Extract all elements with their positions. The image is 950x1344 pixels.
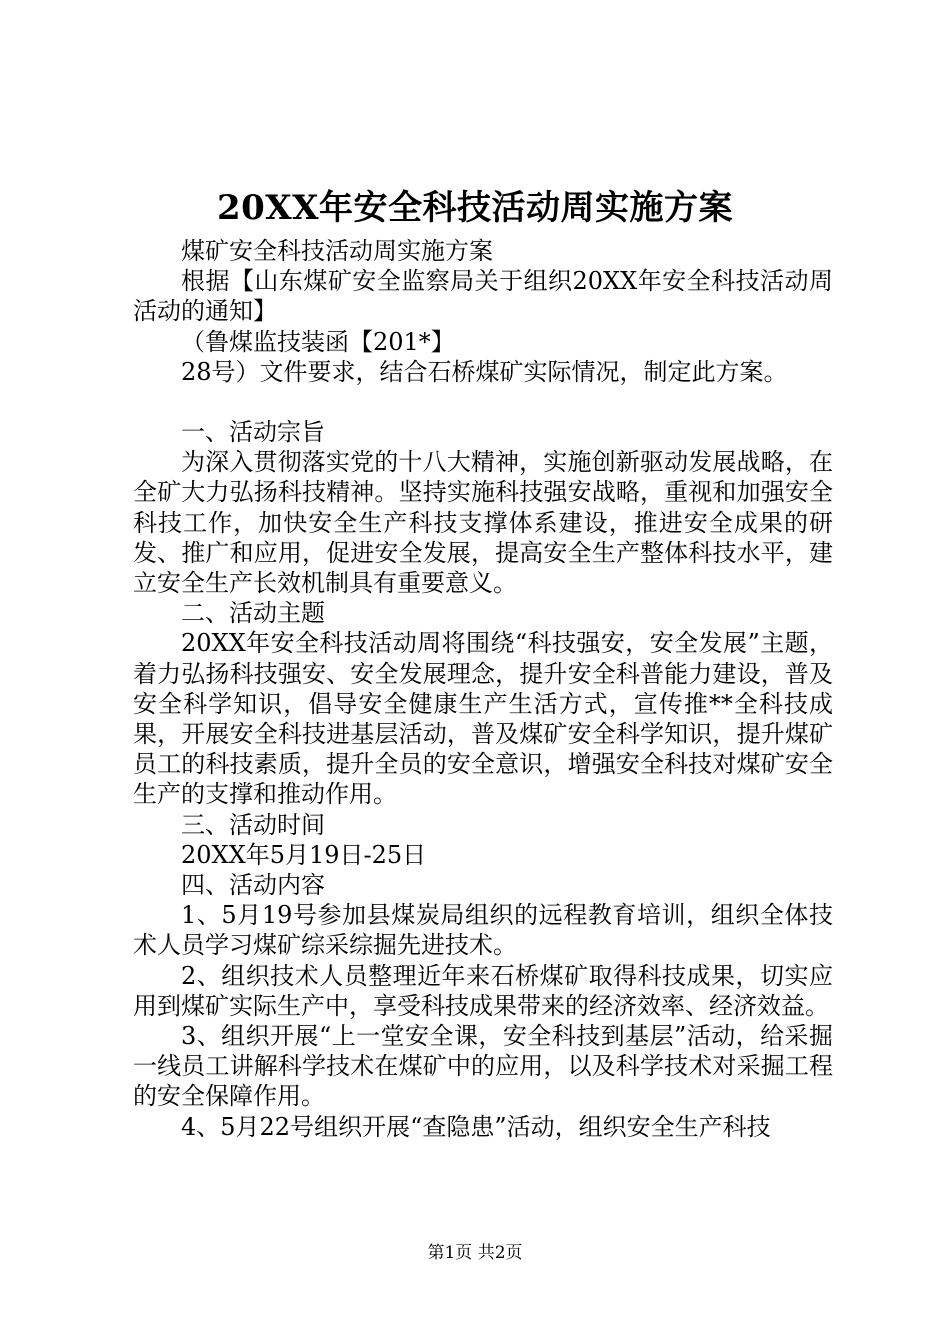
list-item-content-2: 2、组织技术人员整理近年来石桥煤矿取得科技成果，切实应用到煤矿实际生产中，享受科技成果带来的经济效率、经济效益。 — [133, 961, 833, 1020]
paragraph-purpose: 为深入贯彻落实党的十八大精神，实施创新驱动发展战略，在全矿大力弘扬科技精神。坚持实施科技强安战略，重视和加强安全科技工作，加快安全生产科技支撑体系建设，推进安全成果的研发、推广和应用，促进安全发展，提高安全生产整体科技水平，建立安全生产长效机制具有重要意义。 — [133, 448, 833, 598]
document-title: 20XX年安全科技活动周实施方案 — [216, 188, 734, 228]
paragraph-theme: 20XX年安全科技活动周将围绕“科技强安，安全发展”主题，着力弘扬科技强安、安全发展理念，提升安全科普能力建设，普及安全科学知识，倡导安全健康生产生活方式，宣传推**全科技成果，开展安全科技进基层活动，普及煤矿安全科学知识，提升煤矿员工的科技素质，提升全员的安全意识，增强安全科技对煤矿安全生产的支撑和推动作用。 — [133, 629, 833, 809]
section-heading-purpose: 一、活动宗旨 — [181, 418, 325, 447]
list-item-content-3: 3、组织开展“上一堂安全课，安全科技到基层”活动，给采掘一线员工讲解科学技术在煤矿中的应用，以及科学技术对采掘工程的安全保障作用。 — [133, 1022, 833, 1111]
section-heading-theme: 二、活动主题 — [181, 599, 325, 628]
paragraph-document-number: （鲁煤监技装函【201*】 — [181, 327, 455, 356]
paragraph-time: 20XX年5月19日-25日 — [181, 840, 427, 869]
list-item-content-1: 1、5月19号参加县煤炭局组织的远程教育培训，组织全体技术人员学习煤矿综采综掘先进技术。 — [133, 901, 833, 960]
page-number-footer: 第1页 共2页 — [427, 1243, 523, 1263]
paragraph-requirement: 28号）文件要求，结合石桥煤矿实际情况，制定此方案。 — [181, 357, 788, 386]
section-heading-content: 四、活动内容 — [181, 871, 325, 900]
paragraph-basis: 根据【山东煤矿安全监察局关于组织20XX年安全科技活动周活动的通知】 — [133, 267, 833, 326]
document-body — [133, 236, 833, 1142]
section-heading-time: 三、活动时间 — [181, 810, 325, 839]
paragraph-subtitle: 煤矿安全科技活动周实施方案 — [181, 237, 493, 265]
list-item-content-4: 4、5月22号组织开展“查隐患”活动，组织安全生产科技 — [181, 1112, 771, 1141]
